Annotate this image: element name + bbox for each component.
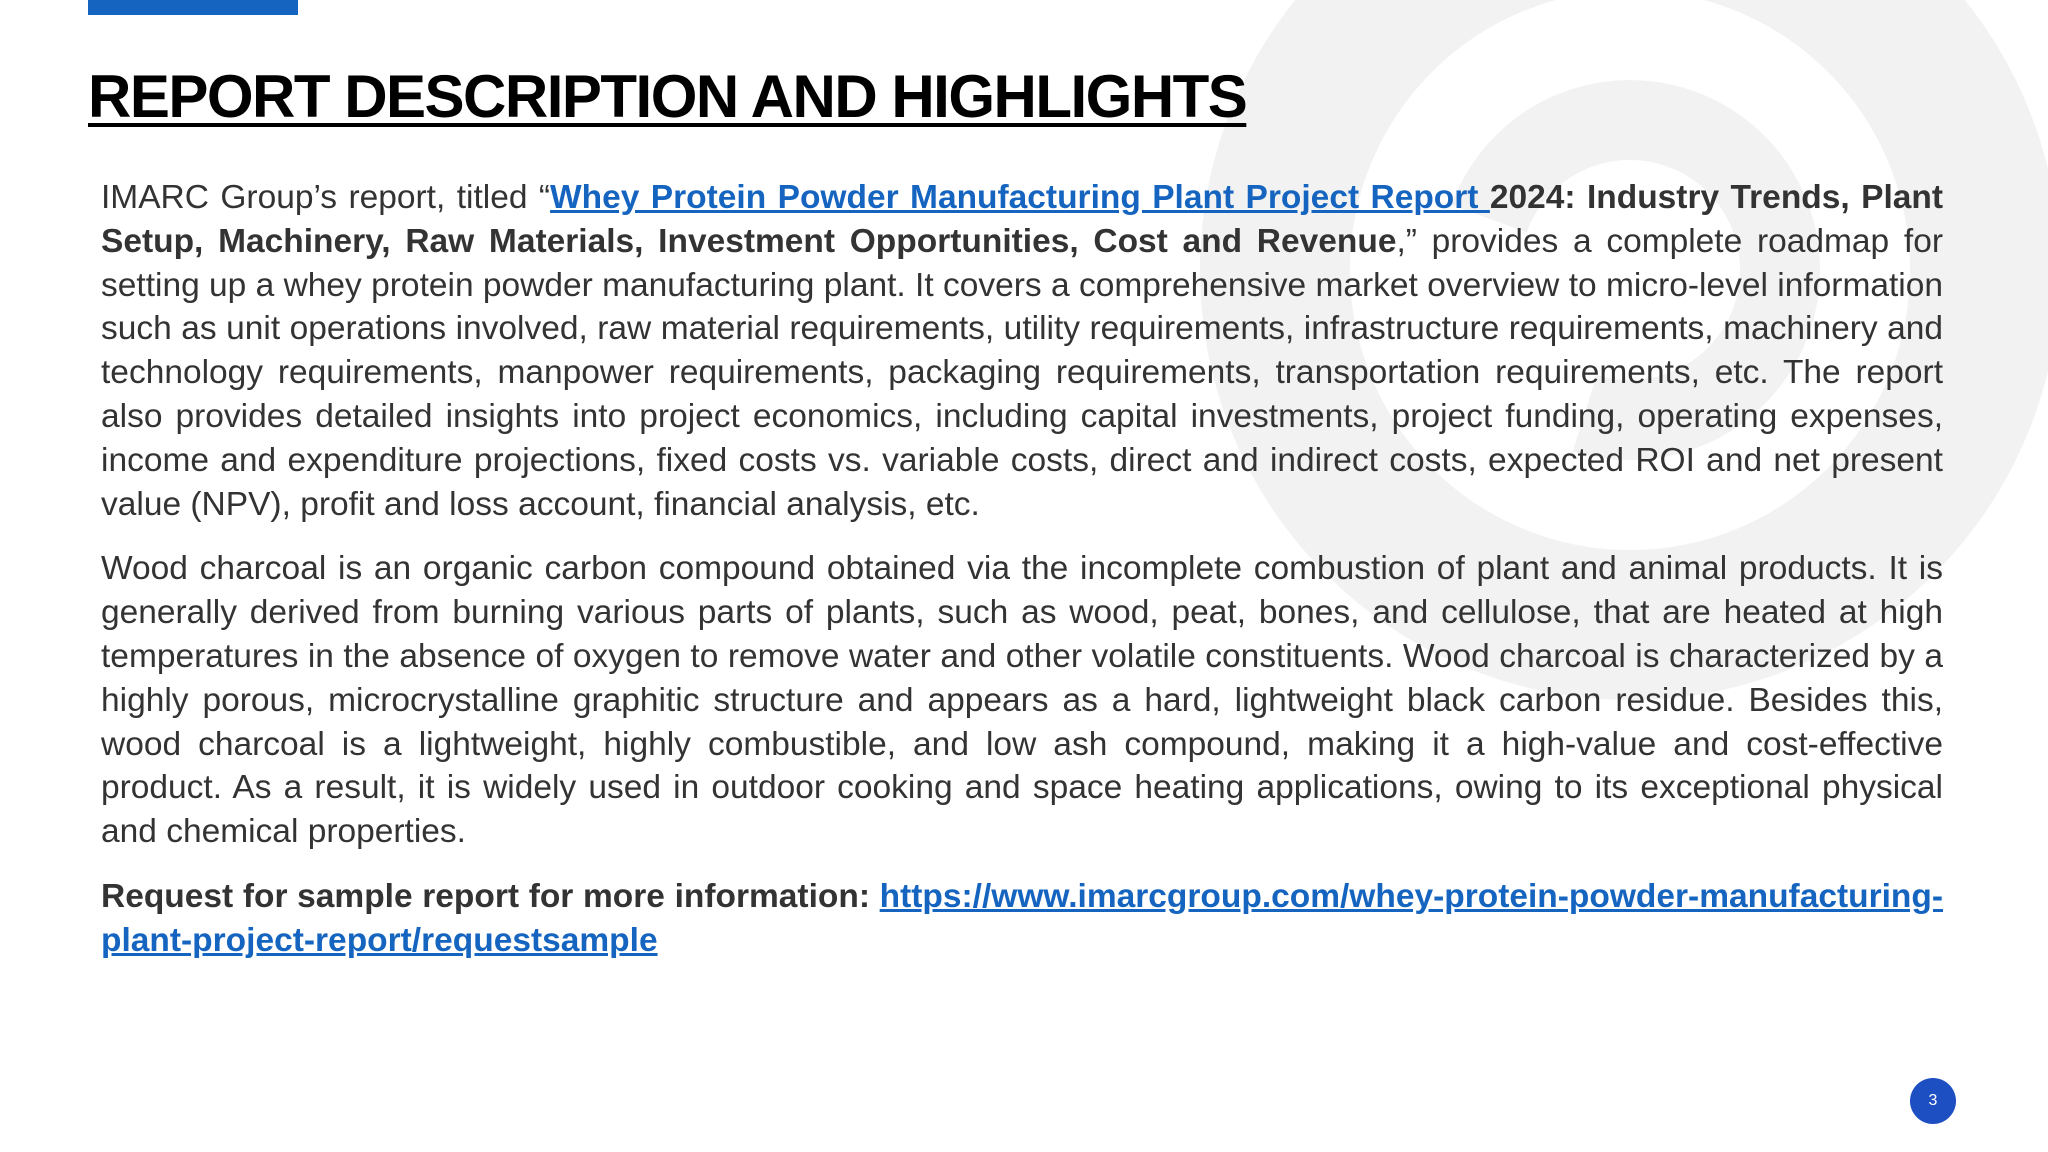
sample-request-paragraph [101, 875, 1943, 963]
sample-request-link[interactable]: https://www.imarcgroup.com/whey-protein-powder-manufacturing-plant-project-report/requestsample [101, 877, 1944, 959]
report-overview-paragraph [101, 176, 1943, 526]
page-number-badge: 3 [1910, 1078, 1956, 1124]
report-title-link[interactable]: Whey Protein Powder Manufacturing Plant Project Report [550, 179, 1490, 216]
intro-text: IMARC Group’s report, titled “ [101, 179, 551, 216]
report-subtitle: 2024: Industry Trends, Plant Setup, Machinery, Raw Materials, Investment Opportunities, Cost and Revenue [101, 179, 1943, 260]
sample-request-label: Request for sample report for more information: [101, 877, 870, 915]
page-title: REPORT DESCRIPTION AND HIGHLIGHTS [88, 63, 1247, 130]
overview-body-text: ,” provides a complete roadmap for setting up a whey protein powder manufacturing plant. It covers a comprehensive market overview to micro-level information such as unit operations involved, raw material requirements, utility requirements, infrastructure requirements, machinery and technology requirements, manpower requirements, packaging requirements, transportation requirements, etc. The report also provides detailed insights into project economics, including capital investments, project funding, operating expenses, income and expenditure projections, fixed costs vs. variable costs, direct and indirect costs, expected ROI and net present value (NPV), profit and loss account, financial analysis, etc. [101, 222, 1943, 523]
report-description [101, 176, 1943, 984]
top-accent-bar [88, 0, 298, 15]
product-description-paragraph: Wood charcoal is an organic carbon compound obtained via the incomplete combustion of plant and animal products. It is generally derived from burning various parts of plants, such as wood, peat, bones, and cellulose, that are heated at high temperatures in the absence of oxygen to remove water and other volatile constituents. Wood charcoal is characterized by a highly porous, microcrystalline graphitic structure and appears as a hard, lightweight black carbon residue. Besides this, wood charcoal is a lightweight, highly combustible, and low ash compound, making it a high-value and cost-effective product. As a result, it is widely used in outdoor cooking and space heating applications, owing to its exceptional physical and chemical properties. [101, 550, 1943, 851]
